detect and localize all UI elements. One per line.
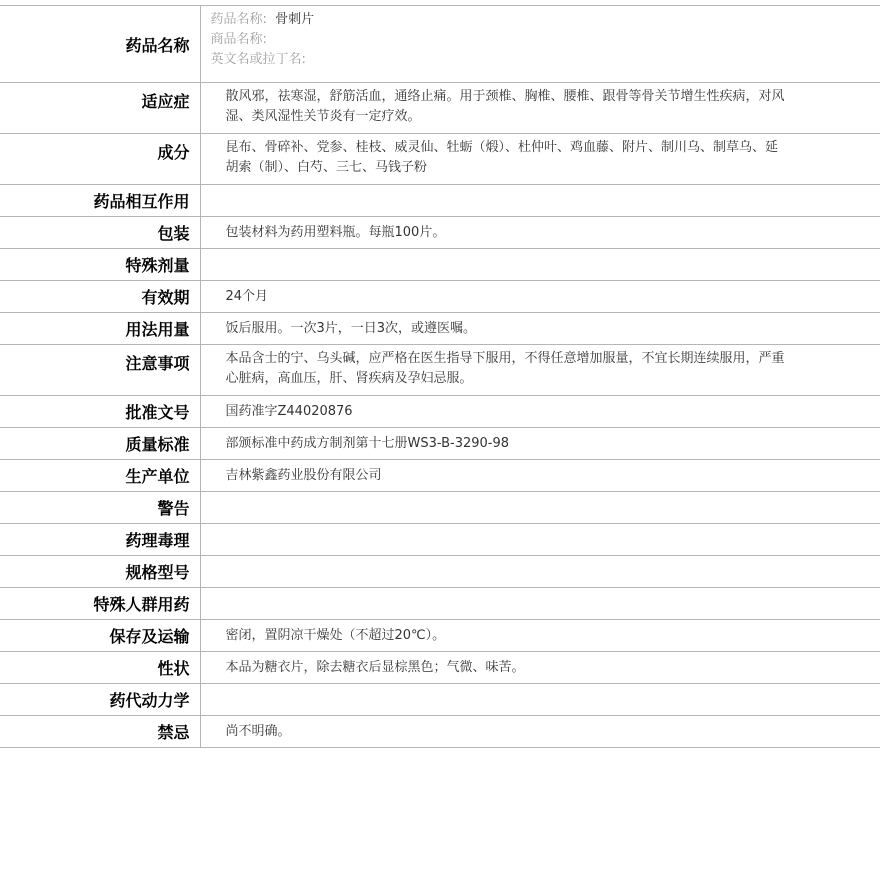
english-name-line: [211, 50, 789, 70]
row-value: 饭后服用。一次3片，一日3次，或遵医嘱。: [225, 320, 477, 336]
row-label: 用法用量: [0, 313, 200, 345]
trade-name-line: [211, 30, 789, 50]
trade-name-key: 商品名称:: [210, 32, 267, 47]
row-value: [200, 492, 880, 524]
english-name-key: 英文名或拉丁名:: [210, 52, 306, 67]
row-value: 本品为糖衣片，除去糖衣后显棕黑色；气微、味苦。: [225, 659, 525, 675]
row-indications: [0, 83, 880, 134]
row-value: 国药准字Z44020876: [225, 403, 353, 419]
row-value: 包装材料为药用塑料瓶。每瓶100片。: [225, 224, 446, 240]
row-ingredients: [0, 134, 880, 185]
row-value: 24个月: [225, 288, 269, 304]
row-drug-name: [0, 6, 880, 83]
row-packaging: [0, 217, 880, 249]
row-label: 药理毒理: [0, 524, 200, 556]
generic-name-value: 骨刺片: [275, 12, 315, 27]
row-label: 特殊人群用药: [0, 588, 200, 620]
row-label: 注意事项: [0, 345, 200, 396]
row-pharmacology: [0, 524, 880, 556]
row-special-populations: [0, 588, 880, 620]
row-label: 质量标准: [0, 428, 200, 460]
generic-name-line: [211, 10, 789, 30]
row-label: 生产单位: [0, 460, 200, 492]
row-value: 本品含士的宁、乌头碱，应严格在医生指导下服用，不得任意增加服量，不宜长期连续服用，严重心脏病，高血压，肝、肾疾病及孕妇忌服。: [225, 351, 785, 386]
row-interactions: [0, 185, 880, 217]
row-value: [200, 556, 880, 588]
row-value: [200, 588, 880, 620]
row-pharmacokinetics: [0, 684, 880, 716]
row-label: 特殊剂量: [0, 249, 200, 281]
row-appearance: [0, 652, 880, 684]
row-label: 保存及运输: [0, 620, 200, 652]
row-label: 药品名称: [0, 6, 200, 83]
row-label: 警告: [0, 492, 200, 524]
row-manufacturer: [0, 460, 880, 492]
row-warning: [0, 492, 880, 524]
row-value: 昆布、骨碎补、党参、桂枝、威灵仙、牡蛎（煅）、杜仲叶、鸡血藤、附片、制川乌、制草乌、延胡索（制）、白芍、三七、马钱子粉: [225, 140, 779, 175]
row-special-dosage: [0, 249, 880, 281]
row-label: 药代动力学: [0, 684, 200, 716]
row-value: 密闭，置阴凉干燥处（不超过20℃）。: [225, 627, 446, 643]
row-contraindications: [0, 716, 880, 748]
row-label: 成分: [0, 134, 200, 185]
row-label: 药品相互作用: [0, 185, 200, 217]
row-label: 包装: [0, 217, 200, 249]
row-label: 规格型号: [0, 556, 200, 588]
row-approval-number: [0, 396, 880, 428]
drug-name-block: [200, 6, 880, 83]
row-value: 部颁标准中药成方制剂第十七册WS3-B-3290-98: [225, 435, 510, 451]
row-dosage: [0, 313, 880, 345]
row-value: [200, 249, 880, 281]
row-specification: [0, 556, 880, 588]
drug-info-table: [0, 5, 880, 748]
row-value: 吉林紫鑫药业股份有限公司: [225, 467, 382, 483]
row-storage: [0, 620, 880, 652]
row-quality-standard: [0, 428, 880, 460]
row-value: [200, 524, 880, 556]
row-value: 散风邪，祛寒湿，舒筋活血，通络止痛。用于颈椎、胸椎、腰椎、跟骨等骨关节增生性疾病，对风湿、类风湿性关节炎有一定疗效。: [225, 89, 785, 124]
row-label: 性状: [0, 652, 200, 684]
row-value: 尚不明确。: [225, 723, 291, 739]
generic-name-key: 药品名称:: [210, 12, 267, 27]
row-label: 有效期: [0, 281, 200, 313]
row-value: [200, 684, 880, 716]
row-precautions: [0, 345, 880, 396]
row-value: [200, 185, 880, 217]
row-shelf-life: [0, 281, 880, 313]
row-label: 适应症: [0, 83, 200, 134]
row-label: 批准文号: [0, 396, 200, 428]
row-label: 禁忌: [0, 716, 200, 748]
